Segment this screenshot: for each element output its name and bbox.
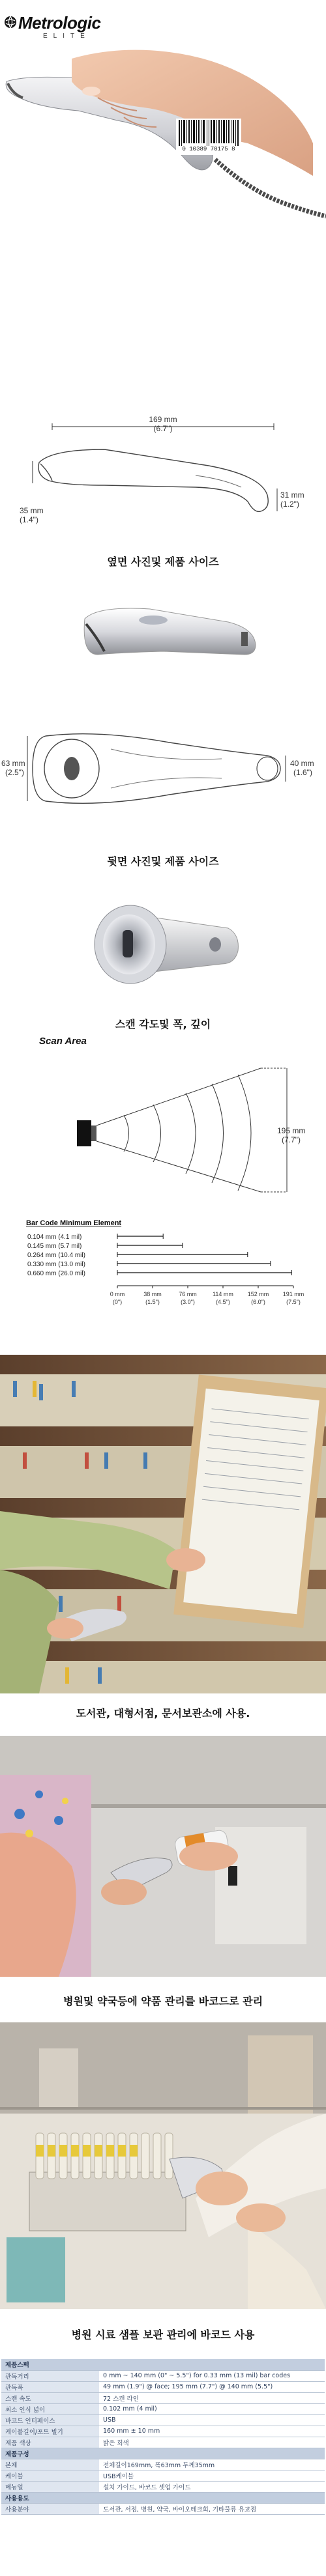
spec-row	[1, 2437, 325, 2448]
hospital-photo	[0, 1736, 326, 1977]
axis-tick-mm: 191 mm	[282, 1291, 304, 1297]
dim-side-height-in: (1.4")	[20, 515, 38, 524]
scanner-head-shape	[77, 1120, 91, 1146]
spec-table	[1, 2359, 325, 2515]
caption-side: 옆면 사진및 제품 사이즈	[107, 556, 219, 568]
spec-row	[1, 2470, 325, 2481]
dim-side-tail-in: (1.2")	[280, 500, 299, 509]
spec-value: USB케이블	[99, 2470, 325, 2481]
spec-value: 전체길이169mm, 폭63mm 두께35mm	[99, 2459, 325, 2470]
spec-row	[1, 2459, 325, 2470]
axis-tick-mm: 38 mm	[143, 1291, 162, 1297]
bar-label: 0.330 mm (13.0 mil)	[27, 1261, 85, 1268]
side-dimension-drawing	[0, 410, 326, 547]
dim-side-length-in: (6.7")	[153, 424, 173, 433]
spec-key: 바코드 인터페이스	[1, 2414, 99, 2426]
spec-value: 72 스캔 라인	[99, 2392, 325, 2403]
spec-key: 케이블	[1, 2470, 99, 2481]
caption-library: 도서관, 대형서점, 문서보관소에 사용.	[76, 1707, 250, 1720]
spec-key: 사용분야	[1, 2503, 99, 2514]
scan-height-in: (7.7")	[282, 1135, 301, 1144]
spec-row	[1, 2370, 325, 2381]
bar-code-title: Bar Code Minimum Element	[26, 1219, 122, 1227]
spec-value: 0.102 mm (4 mil)	[99, 2403, 325, 2414]
axis-tick-in: (3.0")	[181, 1299, 195, 1305]
dim-top-width-in: (2.5")	[5, 768, 24, 777]
spec-key: 본체	[1, 2459, 99, 2470]
spec-value	[99, 2448, 325, 2459]
spec-value: 0 mm ~ 140 mm (0" ~ 5.5") for 0.33 mm (13 mil) bar codes	[99, 2370, 325, 2381]
spec-section-row	[1, 2359, 325, 2370]
bar-label: 0.145 mm (5.7 mil)	[27, 1243, 82, 1250]
spec-key: 케이블길이/포트 빌기	[1, 2426, 99, 2437]
spec-row	[1, 2481, 325, 2492]
caption-scan: 스캔 각도및 폭, 깊이	[115, 1018, 211, 1030]
axis-tick-in: (1.5")	[145, 1299, 160, 1305]
spec-key: 메뉴얼	[1, 2481, 99, 2492]
axis-tick-in: (0")	[112, 1299, 123, 1305]
spec-section-row	[1, 2448, 325, 2459]
axis-tick-mm: 0 mm	[110, 1291, 125, 1297]
caption-hospital: 병원및 약국등에 약품 관리를 바코드로 관리	[63, 1995, 263, 2007]
dim-side-length: 169 mm	[149, 415, 177, 424]
hero-photo	[0, 46, 326, 221]
barcode-graphic	[176, 119, 241, 147]
axis-tick-in: (6.0")	[251, 1299, 265, 1305]
spec-row	[1, 2426, 325, 2437]
axis-tick-mm: 152 mm	[247, 1291, 269, 1297]
samples-photo	[0, 2022, 326, 2309]
spec-section-row	[1, 2492, 325, 2503]
spec-key: 사용용도	[1, 2492, 99, 2503]
spec-row	[1, 2392, 325, 2403]
globe-icon	[4, 16, 17, 29]
dim-top-tail: 40 mm	[290, 759, 314, 768]
spec-key: 제품 색상	[1, 2437, 99, 2448]
axis-tick-in: (7.5")	[286, 1299, 301, 1305]
dim-top-width: 63 mm	[1, 759, 25, 768]
spec-value	[99, 2359, 325, 2370]
spec-value: 160 mm ± 10 mm	[99, 2426, 325, 2437]
front-photo	[91, 899, 241, 990]
dim-side-height: 35 mm	[20, 506, 44, 515]
spec-value: 도서관, 서점, 병원, 약국, 바이오테크회, 기타물류 유교점	[99, 2503, 325, 2514]
spec-key: 관독거리	[1, 2370, 99, 2381]
brand-name: Metrologic	[18, 13, 101, 33]
axis-tick-mm: 76 mm	[179, 1291, 197, 1297]
back-photo	[78, 593, 261, 671]
spec-value: USB	[99, 2414, 325, 2426]
spec-row	[1, 2381, 325, 2392]
spec-key: 제품스펙	[1, 2359, 99, 2370]
scan-height: 195 mm	[277, 1126, 306, 1135]
axis-tick-in: (4.5")	[216, 1299, 230, 1305]
caption-samples: 병원 시료 샘플 보관 관리에 바코드 사용	[71, 2328, 255, 2341]
brand-sub: ELITE	[43, 33, 91, 40]
top-dimension-drawing	[0, 723, 326, 814]
caption-back: 뒷면 사진및 제품 사이즈	[107, 855, 219, 868]
dim-side-tail: 31 mm	[280, 490, 304, 500]
spec-value: 49 mm (1.9") @ face; 195 mm (7.7") @ 140 mm (5.5")	[99, 2381, 325, 2392]
dim-top-tail-in: (1.6")	[293, 768, 312, 777]
spec-key: 제품구성	[1, 2448, 99, 2459]
brand-logo	[4, 13, 134, 46]
spec-key: 관독폭	[1, 2381, 99, 2392]
barcode-label	[176, 119, 241, 155]
scan-area-title: Scan Area	[39, 1036, 87, 1047]
scan-area-diagram	[0, 1062, 326, 1192]
spec-row	[1, 2503, 325, 2514]
spec-row	[1, 2403, 325, 2414]
spec-value: 밝은 회색	[99, 2437, 325, 2448]
spec-key: 최소 인식 넓이	[1, 2403, 99, 2414]
bar-label: 0.660 mm (26.0 mil)	[27, 1270, 85, 1277]
axis-tick-mm: 114 mm	[213, 1291, 233, 1297]
spec-value	[99, 2492, 325, 2503]
bar-code-chart	[26, 1231, 304, 1329]
barcode-digits: 0 10389 70175 8	[182, 146, 235, 152]
spec-key: 스캔 속도	[1, 2392, 99, 2403]
bar-label: 0.104 mm (4.1 mil)	[27, 1234, 82, 1241]
spec-value: 설치 가이드, 바코드 셋업 가이드	[99, 2481, 325, 2492]
bar-label: 0.264 mm (10.4 mil)	[27, 1252, 85, 1259]
spec-row	[1, 2414, 325, 2426]
library-photo	[0, 1355, 326, 1693]
